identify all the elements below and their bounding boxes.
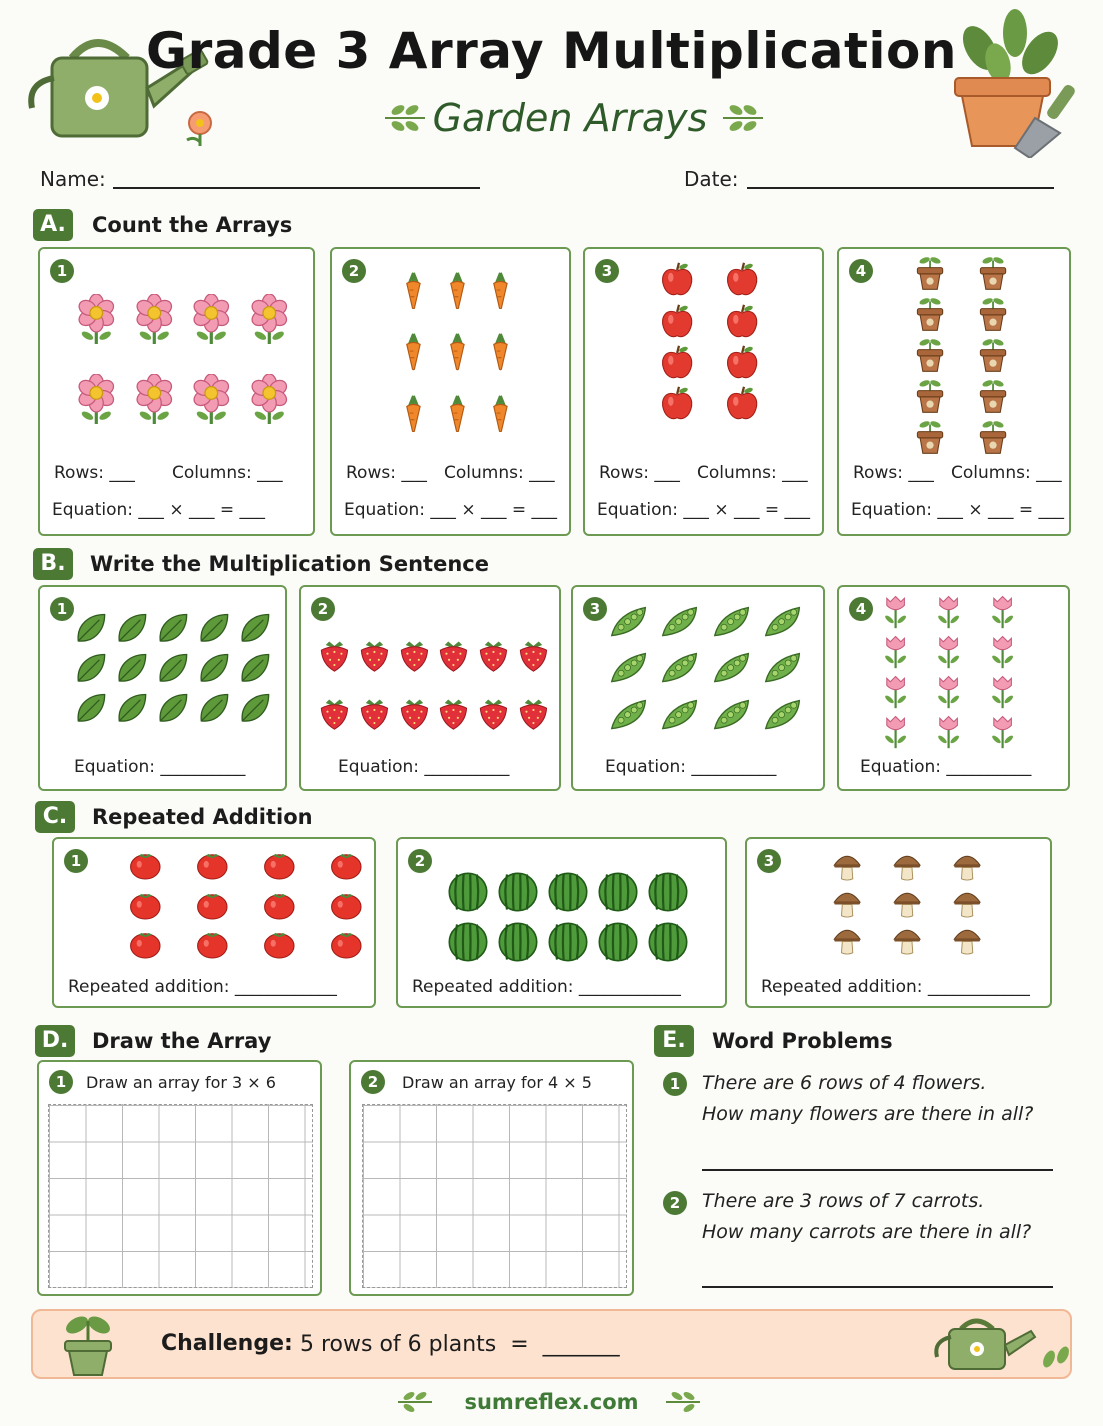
apple-icon: [724, 303, 760, 339]
count-array-card-1: [38, 247, 315, 536]
pea-pod-icon: [762, 648, 803, 689]
strawberry-icon: [516, 638, 551, 673]
watering-can-icon: [931, 1315, 1071, 1375]
equation-label[interactable]: Equation: ___ × ___ = ___: [52, 500, 266, 520]
carrot-icon: [438, 394, 476, 432]
repeated-addition-card-2: [396, 837, 727, 1008]
mushroom-icon: [831, 849, 863, 881]
tomato-icon: [195, 926, 230, 961]
pea-pod-icon: [711, 602, 752, 643]
leaf-icon: [155, 611, 190, 646]
seedling-pot-icon: [975, 255, 1011, 291]
tulip-icon: [878, 673, 913, 708]
tomato-icon: [128, 887, 163, 922]
tomato-icon: [128, 926, 163, 961]
tomato-icon: [195, 847, 230, 882]
columns-label[interactable]: Columns: ___: [697, 463, 808, 483]
carrot-icon: [395, 394, 433, 432]
right-sprig-icon: [718, 100, 768, 136]
carrot-icon: [438, 271, 476, 309]
flower-icon: [71, 374, 122, 425]
mushroom-icon: [891, 849, 923, 881]
strawberry-icon: [357, 696, 392, 731]
strawberry-icon: [516, 696, 551, 731]
problem-2-line1: There are 3 rows of 7 carrots.: [702, 1190, 985, 1212]
section-b-badge: B.: [33, 548, 73, 580]
leaf-icon: [196, 611, 231, 646]
count-array-card-3: [583, 247, 824, 536]
pea-pod-icon: [659, 648, 700, 689]
section-d-title: Draw the Array: [92, 1029, 272, 1053]
challenge-label: Challenge:: [161, 1331, 293, 1356]
leaf-icon: [237, 611, 272, 646]
tomato-icon: [329, 887, 364, 922]
carrot-icon: [395, 332, 433, 370]
problem-2-answer-field[interactable]: [702, 1286, 1053, 1288]
flower-icon: [129, 374, 180, 425]
tulip-icon: [931, 633, 966, 668]
draw-grid[interactable]: [362, 1104, 627, 1288]
date-field[interactable]: [747, 187, 1054, 189]
tulip-icon: [931, 713, 966, 748]
multiplication-card-1: [38, 585, 287, 791]
problem-1-line2: How many flowers are there in all?: [702, 1103, 1034, 1125]
watermelon-icon: [596, 920, 640, 964]
rows-label[interactable]: Rows: ___: [346, 463, 427, 483]
strawberry-icon: [357, 638, 392, 673]
card-number: 2: [408, 849, 432, 873]
card-number: 2: [361, 1070, 385, 1094]
card-number: 4: [849, 597, 873, 621]
strawberry-icon: [317, 696, 352, 731]
section-a-title: Count the Arrays: [92, 213, 293, 237]
problem-2-line2: How many carrots are there in all?: [702, 1221, 1032, 1243]
problem-number: 1: [663, 1072, 687, 1096]
apple-icon: [659, 261, 695, 297]
section-e-badge: E.: [654, 1025, 694, 1057]
section-c-badge: C.: [35, 801, 75, 833]
leaf-icon: [114, 691, 149, 726]
section-e-title: Word Problems: [712, 1029, 893, 1053]
strawberry-icon: [436, 638, 471, 673]
seedling-pot-icon: [912, 419, 948, 455]
strawberry-icon: [397, 696, 432, 731]
card-number: 1: [50, 597, 74, 621]
leaf-icon: [237, 691, 272, 726]
leaf-icon: [73, 691, 108, 726]
tomato-icon: [195, 887, 230, 922]
problem-number: 2: [663, 1191, 687, 1215]
problem-1-answer-field[interactable]: [702, 1169, 1053, 1171]
draw-prompt: Draw an array for 3 × 6: [86, 1073, 276, 1092]
tulip-icon: [878, 633, 913, 668]
rows-label[interactable]: Rows: ___: [54, 463, 135, 483]
card-number: 2: [342, 259, 366, 283]
watermelon-icon: [596, 870, 640, 914]
count-array-card-4: [837, 247, 1071, 536]
rows-label[interactable]: Rows: ___: [853, 463, 934, 483]
tomato-icon: [262, 926, 297, 961]
tomato-icon: [262, 847, 297, 882]
watermelon-icon: [546, 870, 590, 914]
draw-card-1: [37, 1060, 322, 1296]
right-sprig-icon: [663, 1390, 703, 1414]
equation-label[interactable]: Equation: ___ × ___ = ___: [851, 500, 1065, 520]
repeated-addition-label[interactable]: Repeated addition: ____________: [68, 977, 337, 997]
leaf-icon: [114, 611, 149, 646]
repeated-addition-card-1: [52, 837, 376, 1008]
repeated-addition-label[interactable]: Repeated addition: ____________: [761, 977, 1030, 997]
strawberry-icon: [476, 638, 511, 673]
watermelon-icon: [496, 870, 540, 914]
leaf-icon: [237, 651, 272, 686]
carrot-icon: [481, 394, 519, 432]
leaf-icon: [155, 651, 190, 686]
tulip-icon: [931, 593, 966, 628]
equation-label[interactable]: Equation: __________: [74, 757, 246, 777]
equation-label[interactable]: Equation: __________: [338, 757, 510, 777]
card-number: 3: [595, 259, 619, 283]
carrot-icon: [395, 271, 433, 309]
strawberry-icon: [476, 696, 511, 731]
pea-pod-icon: [762, 695, 803, 736]
pea-pod-icon: [762, 602, 803, 643]
mushroom-icon: [891, 923, 923, 955]
seedling-pot-icon: [975, 378, 1011, 414]
strawberry-icon: [436, 696, 471, 731]
seedling-pot-icon: [53, 1307, 123, 1377]
multiplication-card-4: [837, 585, 1070, 791]
equation-label[interactable]: Equation: __________: [605, 757, 777, 777]
seedling-pot-icon: [975, 337, 1011, 373]
apple-icon: [724, 385, 760, 421]
section-a-badge: A.: [33, 209, 73, 241]
challenge-box: [31, 1309, 1072, 1379]
card-number: 4: [849, 259, 873, 283]
tulip-icon: [878, 713, 913, 748]
card-number: 1: [64, 849, 88, 873]
tulip-icon: [985, 673, 1020, 708]
leaf-icon: [73, 611, 108, 646]
flower-icon: [186, 294, 237, 345]
seedling-pot-icon: [975, 296, 1011, 332]
watermelon-icon: [446, 870, 490, 914]
tomato-icon: [262, 887, 297, 922]
mushroom-icon: [891, 886, 923, 918]
apple-icon: [659, 385, 695, 421]
watermelon-icon: [446, 920, 490, 964]
pea-pod-icon: [659, 602, 700, 643]
leaf-icon: [114, 651, 149, 686]
leaf-icon: [155, 691, 190, 726]
draw-grid[interactable]: [48, 1104, 313, 1288]
seedling-pot-icon: [912, 378, 948, 414]
count-array-card-2: [330, 247, 571, 536]
strawberry-icon: [317, 638, 352, 673]
leaf-icon: [73, 651, 108, 686]
draw-card-2: [349, 1060, 634, 1296]
challenge-text: 5 rows of 6 plants = _______: [300, 1332, 620, 1357]
pea-pod-icon: [659, 695, 700, 736]
pea-pod-icon: [711, 648, 752, 689]
equation-label[interactable]: Equation: __________: [860, 757, 1032, 777]
leaf-icon: [196, 691, 231, 726]
mushroom-icon: [951, 849, 983, 881]
carrot-icon: [481, 332, 519, 370]
tulip-icon: [931, 673, 966, 708]
columns-label[interactable]: Columns: ___: [172, 463, 283, 483]
seedling-pot-icon: [912, 255, 948, 291]
tulip-icon: [985, 713, 1020, 748]
watermelon-icon: [646, 870, 690, 914]
pea-pod-icon: [608, 695, 649, 736]
tulip-icon: [985, 633, 1020, 668]
leaf-icon: [196, 651, 231, 686]
apple-icon: [659, 303, 695, 339]
seedling-pot-icon: [912, 296, 948, 332]
mushroom-icon: [831, 886, 863, 918]
pea-pod-icon: [608, 648, 649, 689]
name-label: Name:: [40, 167, 106, 191]
equation-label[interactable]: Equation: ___ × ___ = ___: [344, 500, 558, 520]
mushroom-icon: [831, 923, 863, 955]
card-number: 1: [50, 259, 74, 283]
apple-icon: [724, 344, 760, 380]
watermelon-icon: [496, 920, 540, 964]
page-subtitle: Garden Arrays: [432, 96, 708, 140]
apple-icon: [724, 261, 760, 297]
tulip-icon: [985, 593, 1020, 628]
watermelon-icon: [546, 920, 590, 964]
pea-pod-icon: [608, 602, 649, 643]
mushroom-icon: [951, 886, 983, 918]
rows-label[interactable]: Rows: ___: [599, 463, 680, 483]
section-b-title: Write the Multiplication Sentence: [90, 552, 489, 576]
pea-pod-icon: [711, 695, 752, 736]
multiplication-card-2: [299, 585, 561, 791]
card-number: 3: [583, 597, 607, 621]
repeated-addition-card-3: [745, 837, 1052, 1008]
section-d-badge: D.: [35, 1025, 75, 1057]
flower-icon: [186, 374, 237, 425]
tomato-icon: [128, 847, 163, 882]
watermelon-icon: [646, 920, 690, 964]
flower-icon: [244, 294, 295, 345]
flower-icon: [71, 294, 122, 345]
tulip-icon: [878, 593, 913, 628]
flower-icon: [244, 374, 295, 425]
columns-label[interactable]: Columns: ___: [444, 463, 555, 483]
seedling-pot-icon: [975, 419, 1011, 455]
tomato-icon: [329, 926, 364, 961]
multiplication-card-3: [571, 585, 825, 791]
seedling-pot-icon: [912, 337, 948, 373]
flower-icon: [129, 294, 180, 345]
problem-1-line1: There are 6 rows of 4 flowers.: [702, 1072, 987, 1094]
draw-prompt: Draw an array for 4 × 5: [402, 1073, 592, 1092]
columns-label[interactable]: Columns: ___: [951, 463, 1062, 483]
carrot-icon: [438, 332, 476, 370]
strawberry-icon: [397, 638, 432, 673]
card-number: 1: [49, 1070, 73, 1094]
page-title: Grade 3 Array Multiplication: [146, 22, 957, 80]
date-label: Date:: [684, 167, 739, 191]
carrot-icon: [481, 271, 519, 309]
tomato-icon: [329, 847, 364, 882]
section-c-title: Repeated Addition: [92, 805, 313, 829]
equation-label[interactable]: Equation: ___ × ___ = ___: [597, 500, 811, 520]
name-field[interactable]: [113, 187, 480, 189]
card-number: 2: [311, 597, 335, 621]
footer-site[interactable]: sumreflex.com: [464, 1390, 639, 1414]
repeated-addition-label[interactable]: Repeated addition: ____________: [412, 977, 681, 997]
apple-icon: [659, 344, 695, 380]
mushroom-icon: [951, 923, 983, 955]
card-number: 3: [757, 849, 781, 873]
